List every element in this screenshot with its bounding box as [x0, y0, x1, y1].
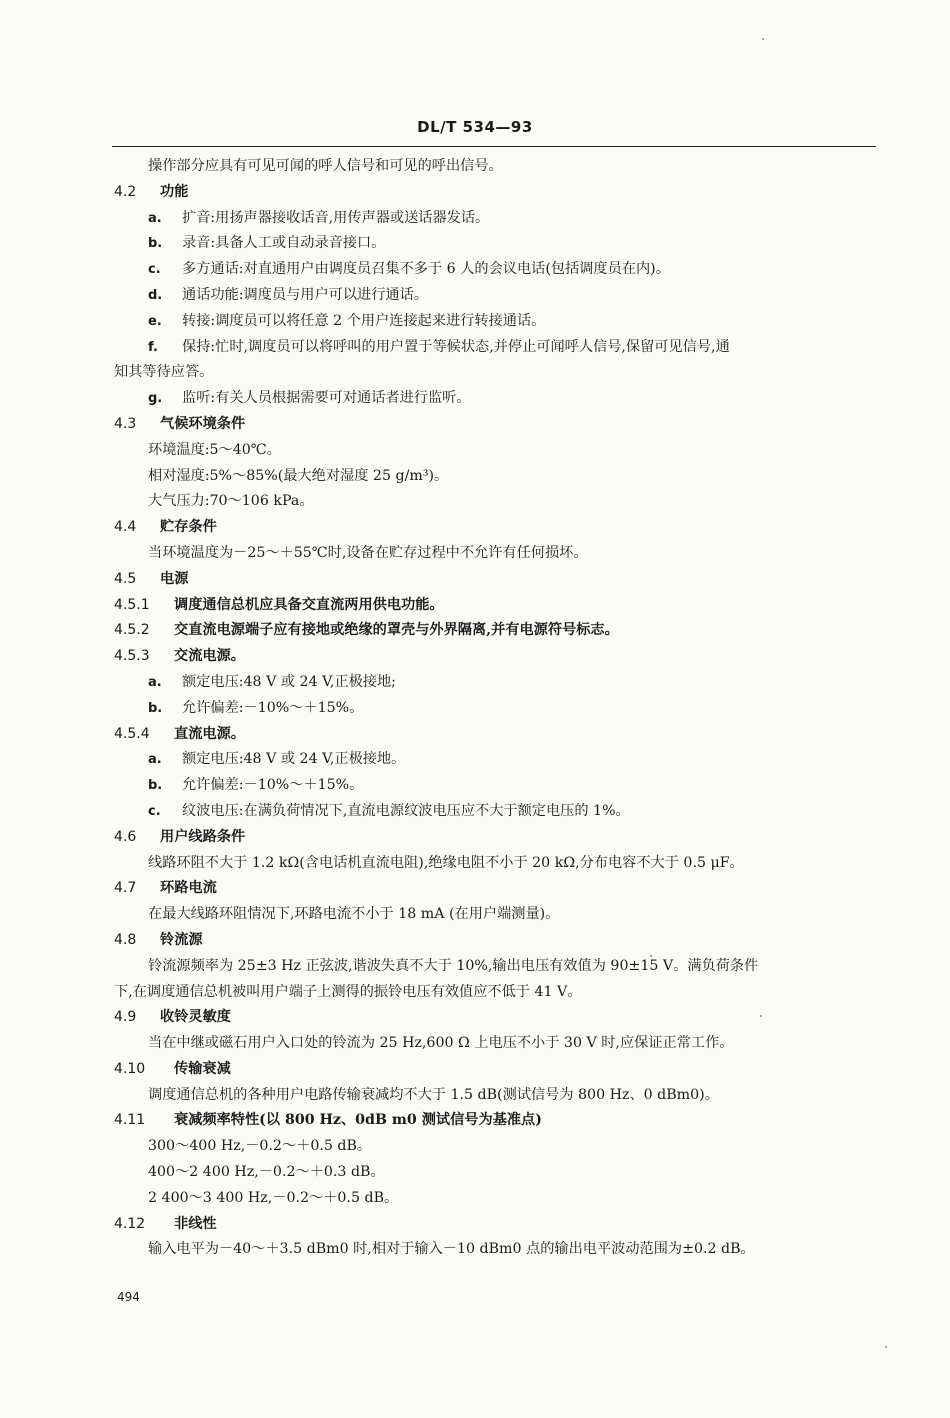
section-heading — [0, 722, 950, 748]
line-text: 相对湿度:5%～85%(最大绝对湿度 25 g/m³)。 — [148, 467, 449, 484]
section-number: 4.3 — [114, 415, 137, 432]
section-heading — [0, 1005, 950, 1031]
paragraph-line — [0, 954, 950, 980]
line-text: 2 400～3 400 Hz,－0.2～＋0.5 dB。 — [148, 1189, 399, 1206]
item-text: 扩音:用扬声器接收话音,用传声器或送话器发话。 — [182, 209, 490, 226]
paragraph-line — [0, 902, 950, 928]
section-heading — [0, 593, 950, 619]
line-text: 输入电平为－40～＋3.5 dBm0 时,相对于输入－10 dBm0 点的输出电平波动范围为±0.2 dB。 — [148, 1241, 755, 1258]
item-marker: a. — [148, 752, 162, 768]
section-number: 4.12 — [114, 1215, 146, 1232]
section-heading — [0, 618, 950, 644]
section-number: 4.2 — [114, 183, 137, 200]
item-text: 允许偏差:－10%～＋15%。 — [182, 777, 364, 794]
section-heading — [0, 1108, 950, 1134]
line-text: 大气压力:70～106 kPa。 — [148, 493, 314, 510]
section-number: 4.10 — [114, 1060, 146, 1077]
scan-speck — [885, 1346, 887, 1348]
paragraph-line — [0, 1186, 950, 1212]
list-item — [0, 257, 950, 283]
section-heading — [0, 515, 950, 541]
section-heading — [0, 825, 950, 851]
paragraph-line — [0, 464, 950, 490]
line-text: 知其等待应答。 — [114, 364, 214, 381]
line-text: 调度通信总机的各种用户电路传输衰减均不大于 1.5 dB(测试信号为 800 Hz、0 dBm0)。 — [148, 1086, 719, 1103]
item-text: 允许偏差:－10%～＋15%。 — [182, 699, 364, 716]
section-title: 用户线路条件 — [160, 828, 246, 845]
list-item — [0, 799, 950, 825]
section-number: 4.5 — [114, 570, 137, 587]
paragraph-line — [0, 1237, 950, 1263]
paragraph-line — [0, 980, 950, 1006]
item-marker: d. — [148, 287, 163, 303]
section-title: 环路电流 — [160, 880, 217, 897]
section-title: 电源 — [160, 570, 189, 587]
list-item — [0, 206, 950, 232]
paragraph-line — [0, 1160, 950, 1186]
section-title: 交直流电源端子应有接地或绝缘的罩壳与外界隔离,并有电源符号标志。 — [174, 622, 619, 639]
item-text: 录音:具备人工或自动录音接口。 — [182, 235, 386, 252]
list-item — [0, 231, 950, 257]
section-title: 调度通信总机应具备交直流两用供电功能。 — [174, 596, 444, 613]
list-item — [0, 309, 950, 335]
section-title: 铃流源 — [160, 931, 203, 948]
scan-speck — [762, 38, 764, 40]
section-number: 4.5.4 — [114, 725, 150, 742]
item-marker: b. — [148, 778, 163, 794]
section-number: 4.6 — [114, 828, 137, 845]
item-text: 额定电压:48 V 或 24 V,正极接地; — [182, 673, 396, 690]
section-title: 非线性 — [174, 1215, 217, 1232]
section-number: 4.7 — [114, 880, 137, 897]
list-item — [0, 386, 950, 412]
section-heading — [0, 644, 950, 670]
paragraph-line — [0, 360, 950, 386]
section-heading — [0, 1057, 950, 1083]
header-rule — [112, 146, 876, 147]
paragraph-line — [0, 851, 950, 877]
page-number: 494 — [117, 1290, 140, 1304]
item-marker: g. — [148, 391, 163, 407]
item-text: 通话功能:调度员与用户可以进行通话。 — [182, 286, 428, 303]
item-text: 额定电压:48 V 或 24 V,正极接地。 — [182, 751, 406, 768]
section-heading — [0, 412, 950, 438]
line-text: 400～2 400 Hz,－0.2～＋0.3 dB。 — [148, 1164, 385, 1181]
list-item — [0, 696, 950, 722]
line-text: 铃流源频率为 25±3 Hz 正弦波,谐波失真不大于 10%,输出电压有效值为 90±15 V。满负荷条件 — [148, 957, 759, 974]
list-item — [0, 670, 950, 696]
paragraph-line — [0, 1134, 950, 1160]
body-text — [0, 154, 950, 1263]
section-title: 收铃灵敏度 — [160, 1009, 231, 1026]
paragraph-line — [0, 1031, 950, 1057]
section-heading — [0, 567, 950, 593]
section-number: 4.5.2 — [114, 622, 150, 639]
item-marker: a. — [148, 210, 162, 226]
standard-code-header: DL/T 534—93 — [417, 118, 533, 136]
section-title: 贮存条件 — [160, 519, 217, 536]
item-marker: b. — [148, 700, 163, 716]
list-item — [0, 335, 950, 361]
line-text: 环境温度:5～40℃。 — [148, 441, 281, 458]
list-item — [0, 283, 950, 309]
section-number: 4.4 — [114, 519, 137, 536]
section-heading — [0, 180, 950, 206]
section-number: 4.5.1 — [114, 596, 150, 613]
line-text: 当环境温度为－25～＋55℃时,设备在贮存过程中不允许有任何损坏。 — [148, 544, 588, 561]
item-text: 转接:调度员可以将任意 2 个用户连接起来进行转接通话。 — [182, 312, 546, 329]
item-marker: c. — [148, 803, 161, 819]
section-title: 衰减频率特性(以 800 Hz、0dB m0 测试信号为基准点) — [174, 1112, 542, 1129]
item-text: 监听:有关人员根据需要可对通话者进行监听。 — [182, 390, 471, 407]
section-title: 直流电源。 — [174, 725, 245, 742]
line-text: 线路环阻不大于 1.2 kΩ(含电话机直流电阻),绝缘电阻不小于 20 kΩ,分布电容不大于 0.5 μF。 — [148, 854, 744, 871]
section-number: 4.8 — [114, 931, 137, 948]
line-text: 下,在调度通信总机被叫用户端子上测得的振铃电压有效值应不低于 41 V。 — [114, 983, 582, 1000]
paragraph-line — [0, 489, 950, 515]
item-text: 多方通话:对直通用户由调度员召集不多于 6 人的会议电话(包括调度员在内)。 — [182, 261, 670, 278]
section-number: 4.9 — [114, 1009, 137, 1026]
section-title: 功能 — [160, 183, 189, 200]
paragraph-line — [0, 154, 950, 180]
section-heading — [0, 876, 950, 902]
item-marker: b. — [148, 236, 163, 252]
section-number: 4.5.3 — [114, 648, 150, 665]
section-title: 传输衰减 — [174, 1060, 231, 1077]
section-heading — [0, 928, 950, 954]
item-marker: a. — [148, 674, 162, 690]
section-title: 交流电源。 — [174, 648, 245, 665]
list-item — [0, 773, 950, 799]
section-title: 气候环境条件 — [160, 415, 246, 432]
item-marker: c. — [148, 262, 161, 278]
item-marker: f. — [148, 339, 158, 355]
line-text: 操作部分应具有可见可闻的呼人信号和可见的呼出信号。 — [148, 158, 503, 174]
line-text: 在最大线路环阻情况下,环路电流不小于 18 mA (在用户端测量)。 — [148, 906, 560, 923]
section-number: 4.11 — [114, 1112, 146, 1129]
item-text: 纹波电压:在满负荷情况下,直流电源纹波电压应不大于额定电压的 1%。 — [182, 802, 630, 819]
line-text: 300～400 Hz,－0.2～＋0.5 dB。 — [148, 1138, 372, 1155]
paragraph-line — [0, 1083, 950, 1109]
scan-speck — [650, 955, 652, 957]
item-text: 保持:忙时,调度员可以将呼叫的用户置于等候状态,并停止可闻呼人信号,保留可见信号,通 — [182, 338, 730, 355]
item-marker: e. — [148, 313, 162, 329]
paragraph-line — [0, 541, 950, 567]
line-text: 当在中继或磁石用户入口处的铃流为 25 Hz,600 Ω 上电压不小于 30 V 时,应保证正常工作。 — [148, 1035, 734, 1052]
section-heading — [0, 1212, 950, 1238]
list-item — [0, 747, 950, 773]
scan-speck — [760, 1015, 762, 1017]
paragraph-line — [0, 438, 950, 464]
